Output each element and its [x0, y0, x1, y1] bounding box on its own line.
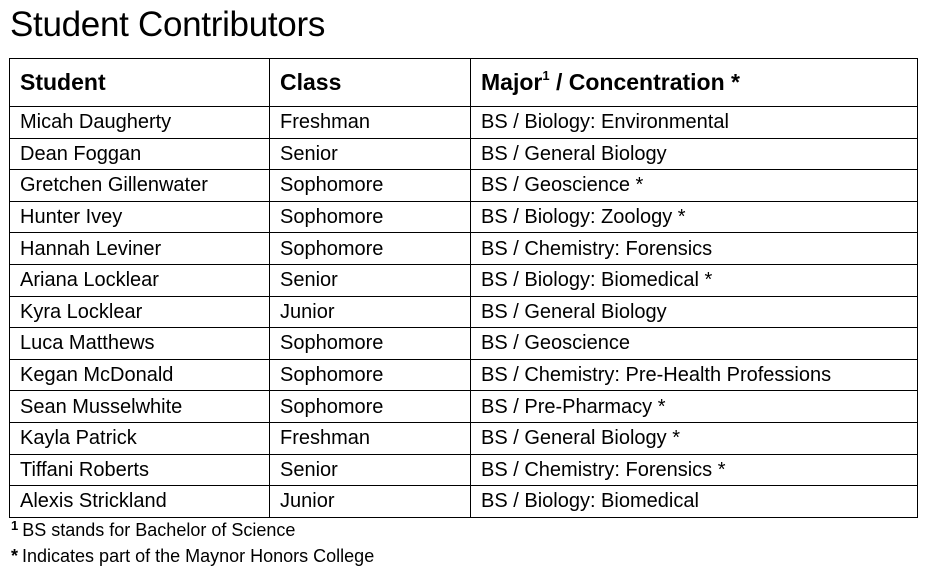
table-row — [10, 422, 918, 454]
table-header-row — [10, 59, 918, 107]
cell-class: Junior — [270, 296, 471, 328]
footnote-honors-college — [11, 544, 374, 568]
cell-major: BS / Chemistry: Forensics — [471, 233, 918, 265]
page-title: Student Contributors — [10, 5, 326, 44]
cell-major: BS / General Biology — [471, 296, 918, 328]
cell-student: Kyra Locklear — [10, 296, 270, 328]
cell-student: Micah Daugherty — [10, 107, 270, 139]
table-body — [10, 107, 918, 518]
table-row — [10, 359, 918, 391]
cell-class: Senior — [270, 138, 471, 170]
cell-major: BS / Biology: Environmental — [471, 107, 918, 139]
column-header-concentration-label: / Concentration * — [549, 69, 740, 95]
cell-student: Alexis Strickland — [10, 486, 270, 518]
footnote-reference-1: 1 — [542, 68, 550, 83]
cell-major: BS / Chemistry: Forensics * — [471, 454, 918, 486]
footnote-text: BS stands for Bachelor of Science — [22, 520, 296, 540]
cell-class: Sophomore — [270, 170, 471, 202]
table-row — [10, 296, 918, 328]
table-row — [10, 233, 918, 265]
cell-student: Hunter Ivey — [10, 201, 270, 233]
cell-major: BS / Biology: Biomedical — [471, 486, 918, 518]
cell-class: Sophomore — [270, 328, 471, 360]
cell-major: BS / Geoscience — [471, 328, 918, 360]
cell-student: Dean Foggan — [10, 138, 270, 170]
footnote-marker-1: 1 — [11, 518, 19, 533]
table-row — [10, 486, 918, 518]
cell-student: Kegan McDonald — [10, 359, 270, 391]
column-header-major-label: Major — [481, 69, 543, 95]
table-row — [10, 328, 918, 360]
table-row — [10, 138, 918, 170]
table-row — [10, 454, 918, 486]
column-header-student: Student — [10, 59, 270, 107]
cell-class: Senior — [270, 264, 471, 296]
cell-class: Senior — [270, 454, 471, 486]
cell-class: Sophomore — [270, 391, 471, 423]
column-header-major — [471, 59, 918, 107]
cell-major: BS / Biology: Zoology * — [471, 201, 918, 233]
cell-major: BS / General Biology — [471, 138, 918, 170]
cell-class: Sophomore — [270, 359, 471, 391]
cell-student: Sean Musselwhite — [10, 391, 270, 423]
table-row — [10, 201, 918, 233]
footnote-marker-asterisk: * — [11, 546, 19, 566]
cell-major: BS / Chemistry: Pre-Health Professions — [471, 359, 918, 391]
cell-major: BS / Geoscience * — [471, 170, 918, 202]
footnote-bachelor-of-science — [11, 514, 295, 542]
cell-class: Sophomore — [270, 233, 471, 265]
cell-class: Freshman — [270, 422, 471, 454]
student-contributors-table — [9, 58, 918, 518]
table-row — [10, 170, 918, 202]
table-row — [10, 391, 918, 423]
table-row — [10, 264, 918, 296]
cell-class: Sophomore — [270, 201, 471, 233]
cell-student: Gretchen Gillenwater — [10, 170, 270, 202]
cell-major: BS / Biology: Biomedical * — [471, 264, 918, 296]
cell-major: BS / General Biology * — [471, 422, 918, 454]
column-header-class: Class — [270, 59, 471, 107]
footnote-text: Indicates part of the Maynor Honors College — [22, 546, 375, 566]
cell-student: Kayla Patrick — [10, 422, 270, 454]
table-row — [10, 107, 918, 139]
cell-student: Luca Matthews — [10, 328, 270, 360]
cell-class: Junior — [270, 486, 471, 518]
cell-student: Hannah Leviner — [10, 233, 270, 265]
cell-student: Tiffani Roberts — [10, 454, 270, 486]
cell-class: Freshman — [270, 107, 471, 139]
cell-student: Ariana Locklear — [10, 264, 270, 296]
cell-major: BS / Pre-Pharmacy * — [471, 391, 918, 423]
